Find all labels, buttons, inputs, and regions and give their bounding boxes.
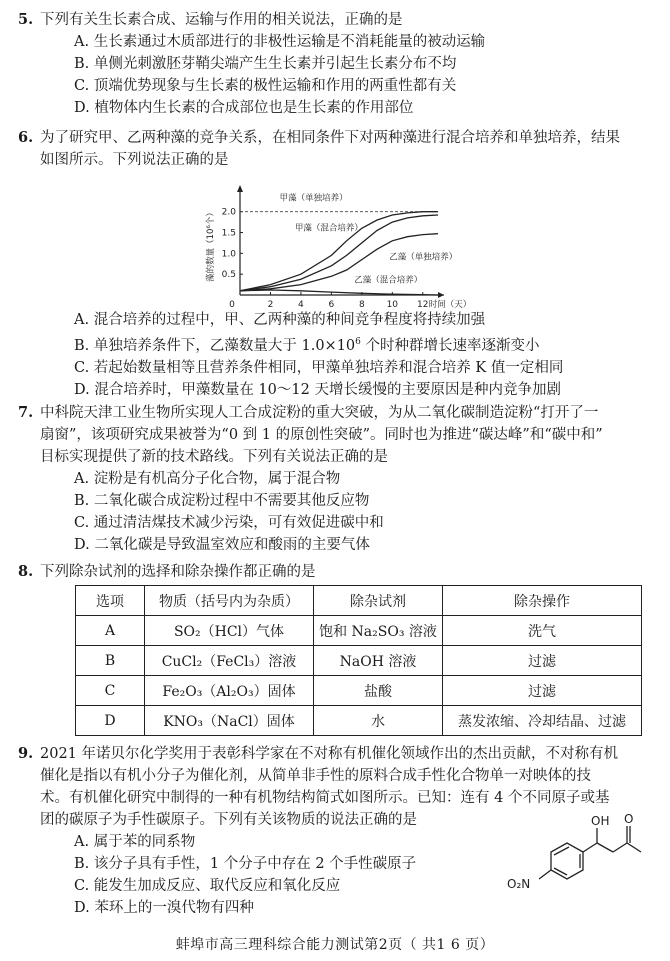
carbonyl-oxygen-label: O <box>624 812 634 826</box>
y-axis-arrow <box>237 185 243 192</box>
question-stem-line-1: 中科院天津工业生物所实现人工合成淀粉的重大突破，为从二氧化碳制造淀粉“打开了一 <box>40 405 599 421</box>
option-a: A. 混合培养的过程中，甲、乙两种藻的种间竞争程度将持续加强 <box>74 312 486 328</box>
question-number: 6. <box>18 129 34 146</box>
question-number: 5. <box>18 11 34 28</box>
table-header-row <box>76 586 642 616</box>
question-8 <box>18 561 658 583</box>
question-stem: 下列除杂试剂的选择和除杂操作都正确的是 <box>40 564 316 580</box>
option-cell: B <box>76 646 145 676</box>
operation-cell: 蒸发浓缩、冷却结晶、过滤 <box>443 706 642 736</box>
question-stem-line-4: 团的碳原子为手性碳原子。下列有关该物质的说法正确的是 <box>40 812 417 828</box>
y-tick-label: 1.5 <box>221 228 236 239</box>
option-d: D. 二氧化碳是导致温室效应和酸雨的主要气体 <box>74 537 370 553</box>
molecule-structure <box>505 810 655 920</box>
reagent-cell: 盐酸 <box>314 676 443 706</box>
option-b: B. 单侧光刺激胚芽鞘尖端产生生长素并引起生长素分布不均 <box>74 56 457 72</box>
table-row <box>76 676 642 706</box>
header-cell: 除杂试剂 <box>314 586 443 616</box>
question-number: 9. <box>18 745 34 762</box>
question-number: 8. <box>18 563 34 580</box>
question-5 <box>18 9 658 119</box>
x-tick-label: 0 <box>229 300 235 310</box>
question-7 <box>18 402 658 556</box>
page-footer: 蚌埠市高三理科综合能力测试第2页（ 共1 6 页） <box>175 937 495 953</box>
series-label: 甲藻（混合培养） <box>294 223 363 234</box>
x-tick-label: 12 <box>417 300 429 310</box>
question-stem-line-1: 为了研究甲、乙两种藻的竞争关系，在相同条件下对两种藻进行混合培养和单独培养，结果 <box>40 130 620 146</box>
header-cell: 除杂操作 <box>443 586 642 616</box>
reagent-cell: 水 <box>314 706 443 736</box>
option-c: C. 能发生加成反应、取代反应和氧化反应 <box>74 878 341 894</box>
x-axis-label: 时间（天） <box>428 300 472 310</box>
option-a: A. 生长素通过木质部进行的非极性运输是不消耗能量的被动运输 <box>74 34 486 50</box>
option-c: C. 顶端优势现象与生长素的极性运输和作用的两重性都有关 <box>74 78 457 94</box>
question-stem-line-1: 2021 年诺贝尔化学奖用于表彰科学家在不对称有机催化领域作出的杰出贡献，不对称有机 <box>40 746 619 762</box>
substance-cell: KNO₃（NaCl）固体 <box>145 706 314 736</box>
substance-cell: SO₂（HCl）气体 <box>145 616 314 646</box>
option-b-exponent: 6 <box>355 337 361 347</box>
series-label: 乙藻（混合培养） <box>354 275 423 286</box>
x-tick-label: 6 <box>328 300 335 310</box>
question-6-options <box>18 309 658 401</box>
benzene-ring <box>551 843 583 879</box>
y-axis-label: 藻的数量（10⁶个） <box>206 208 216 282</box>
option-d: D. 混合培养时，甲藻数量在 10～12 天增长缓慢的主要原因是种内竞争加剧 <box>74 381 561 398</box>
option-a: A. 淀粉是有机高分子化合物，属于混合物 <box>74 471 341 487</box>
option-b-text: B. 单独培养条件下，乙藻数量大于 1.0×10 <box>74 337 356 354</box>
substance-cell: Fe₂O₃（Al₂O₃）固体 <box>145 676 314 706</box>
y-tick-label: 2.0 <box>221 207 236 218</box>
option-cell: A <box>76 616 145 646</box>
option-d: D. 植物体内生长素的合成部位也是生长素的作用部位 <box>74 100 414 116</box>
substance-cell: CuCl₂（FeCl₃）溶液 <box>145 646 314 676</box>
table-row <box>76 706 642 736</box>
operation-cell: 过滤 <box>443 676 642 706</box>
series-line <box>240 290 438 295</box>
header-cell: 物质（括号内为杂质） <box>145 586 314 616</box>
option-a: A. 属于苯的同系物 <box>74 834 196 850</box>
question-6 <box>18 127 658 171</box>
nitro-group-label: O₂N <box>507 877 531 891</box>
option-c: C. 通过清洁煤技术减少污染，可有效促进碳中和 <box>74 515 384 531</box>
operation-cell: 过滤 <box>443 646 642 676</box>
option-d: D. 苯环上的一溴代物有四种 <box>74 900 254 916</box>
purification-table <box>75 585 642 736</box>
x-tick-label: 2 <box>267 300 274 310</box>
option-c: C. 若起始数量相等且营养条件相同，甲藻单独培养和混合培养 K 值一定相同 <box>74 359 564 376</box>
header-cell: 选项 <box>76 586 145 616</box>
option-b: B. 该分子具有手性，1 个分子中存在 2 个手性碳原子 <box>74 856 417 872</box>
option-b: B. 二氧化碳合成淀粉过程中不需要其他反应物 <box>74 493 370 509</box>
x-tick-label: 4 <box>298 300 304 310</box>
series-label: 乙藻（单独培养） <box>389 252 458 263</box>
question-stem-line-3: 术。有机催化研究中制得的一种有机物结构简式如图所示。已知：连有 4 个不同原子或基 <box>40 790 610 806</box>
question-stem-line-2: 催化是指以有机小分子为催化剂，从简单非手性的原料合成手性化合物单一对映体的技 <box>40 768 591 784</box>
x-tick-label: 10 <box>386 300 399 310</box>
question-number: 7. <box>18 404 34 421</box>
option-cell: D <box>76 706 145 736</box>
algae-growth-chart <box>200 183 472 310</box>
y-tick-label: 1.0 <box>221 249 236 260</box>
option-cell: C <box>76 676 145 706</box>
question-stem-line-3: 目标实现提供了新的技术路线。下列有关说法正确的是 <box>40 449 388 465</box>
option-b-text-end: 个时种群增长速率逐渐变小 <box>360 337 540 354</box>
x-axis-arrow <box>438 292 444 298</box>
table-row <box>76 616 642 646</box>
question-stem: 下列有关生长素合成、运输与作用的相关说法，正确的是 <box>40 12 403 28</box>
option-b <box>74 331 658 357</box>
reagent-cell: NaOH 溶液 <box>314 646 443 676</box>
side-chain <box>539 826 641 879</box>
question-stem-line-2: 如图所示。下列说法正确的是 <box>40 152 229 168</box>
question-stem-line-2: 扇窗”，该项研究成果被誉为“0 到 1 的原创性突破”。同时也为推进“碳达峰”和“碳中和” <box>40 427 603 443</box>
x-tick-label: 8 <box>358 300 365 310</box>
y-tick-label: 0.5 <box>221 270 236 281</box>
series-label: 甲藻（单独培养） <box>279 193 348 204</box>
operation-cell: 洗气 <box>443 616 642 646</box>
reagent-cell: 饱和 Na₂SO₃ 溶液 <box>314 616 443 646</box>
table-row <box>76 646 642 676</box>
hydroxyl-label: OH <box>591 814 610 828</box>
